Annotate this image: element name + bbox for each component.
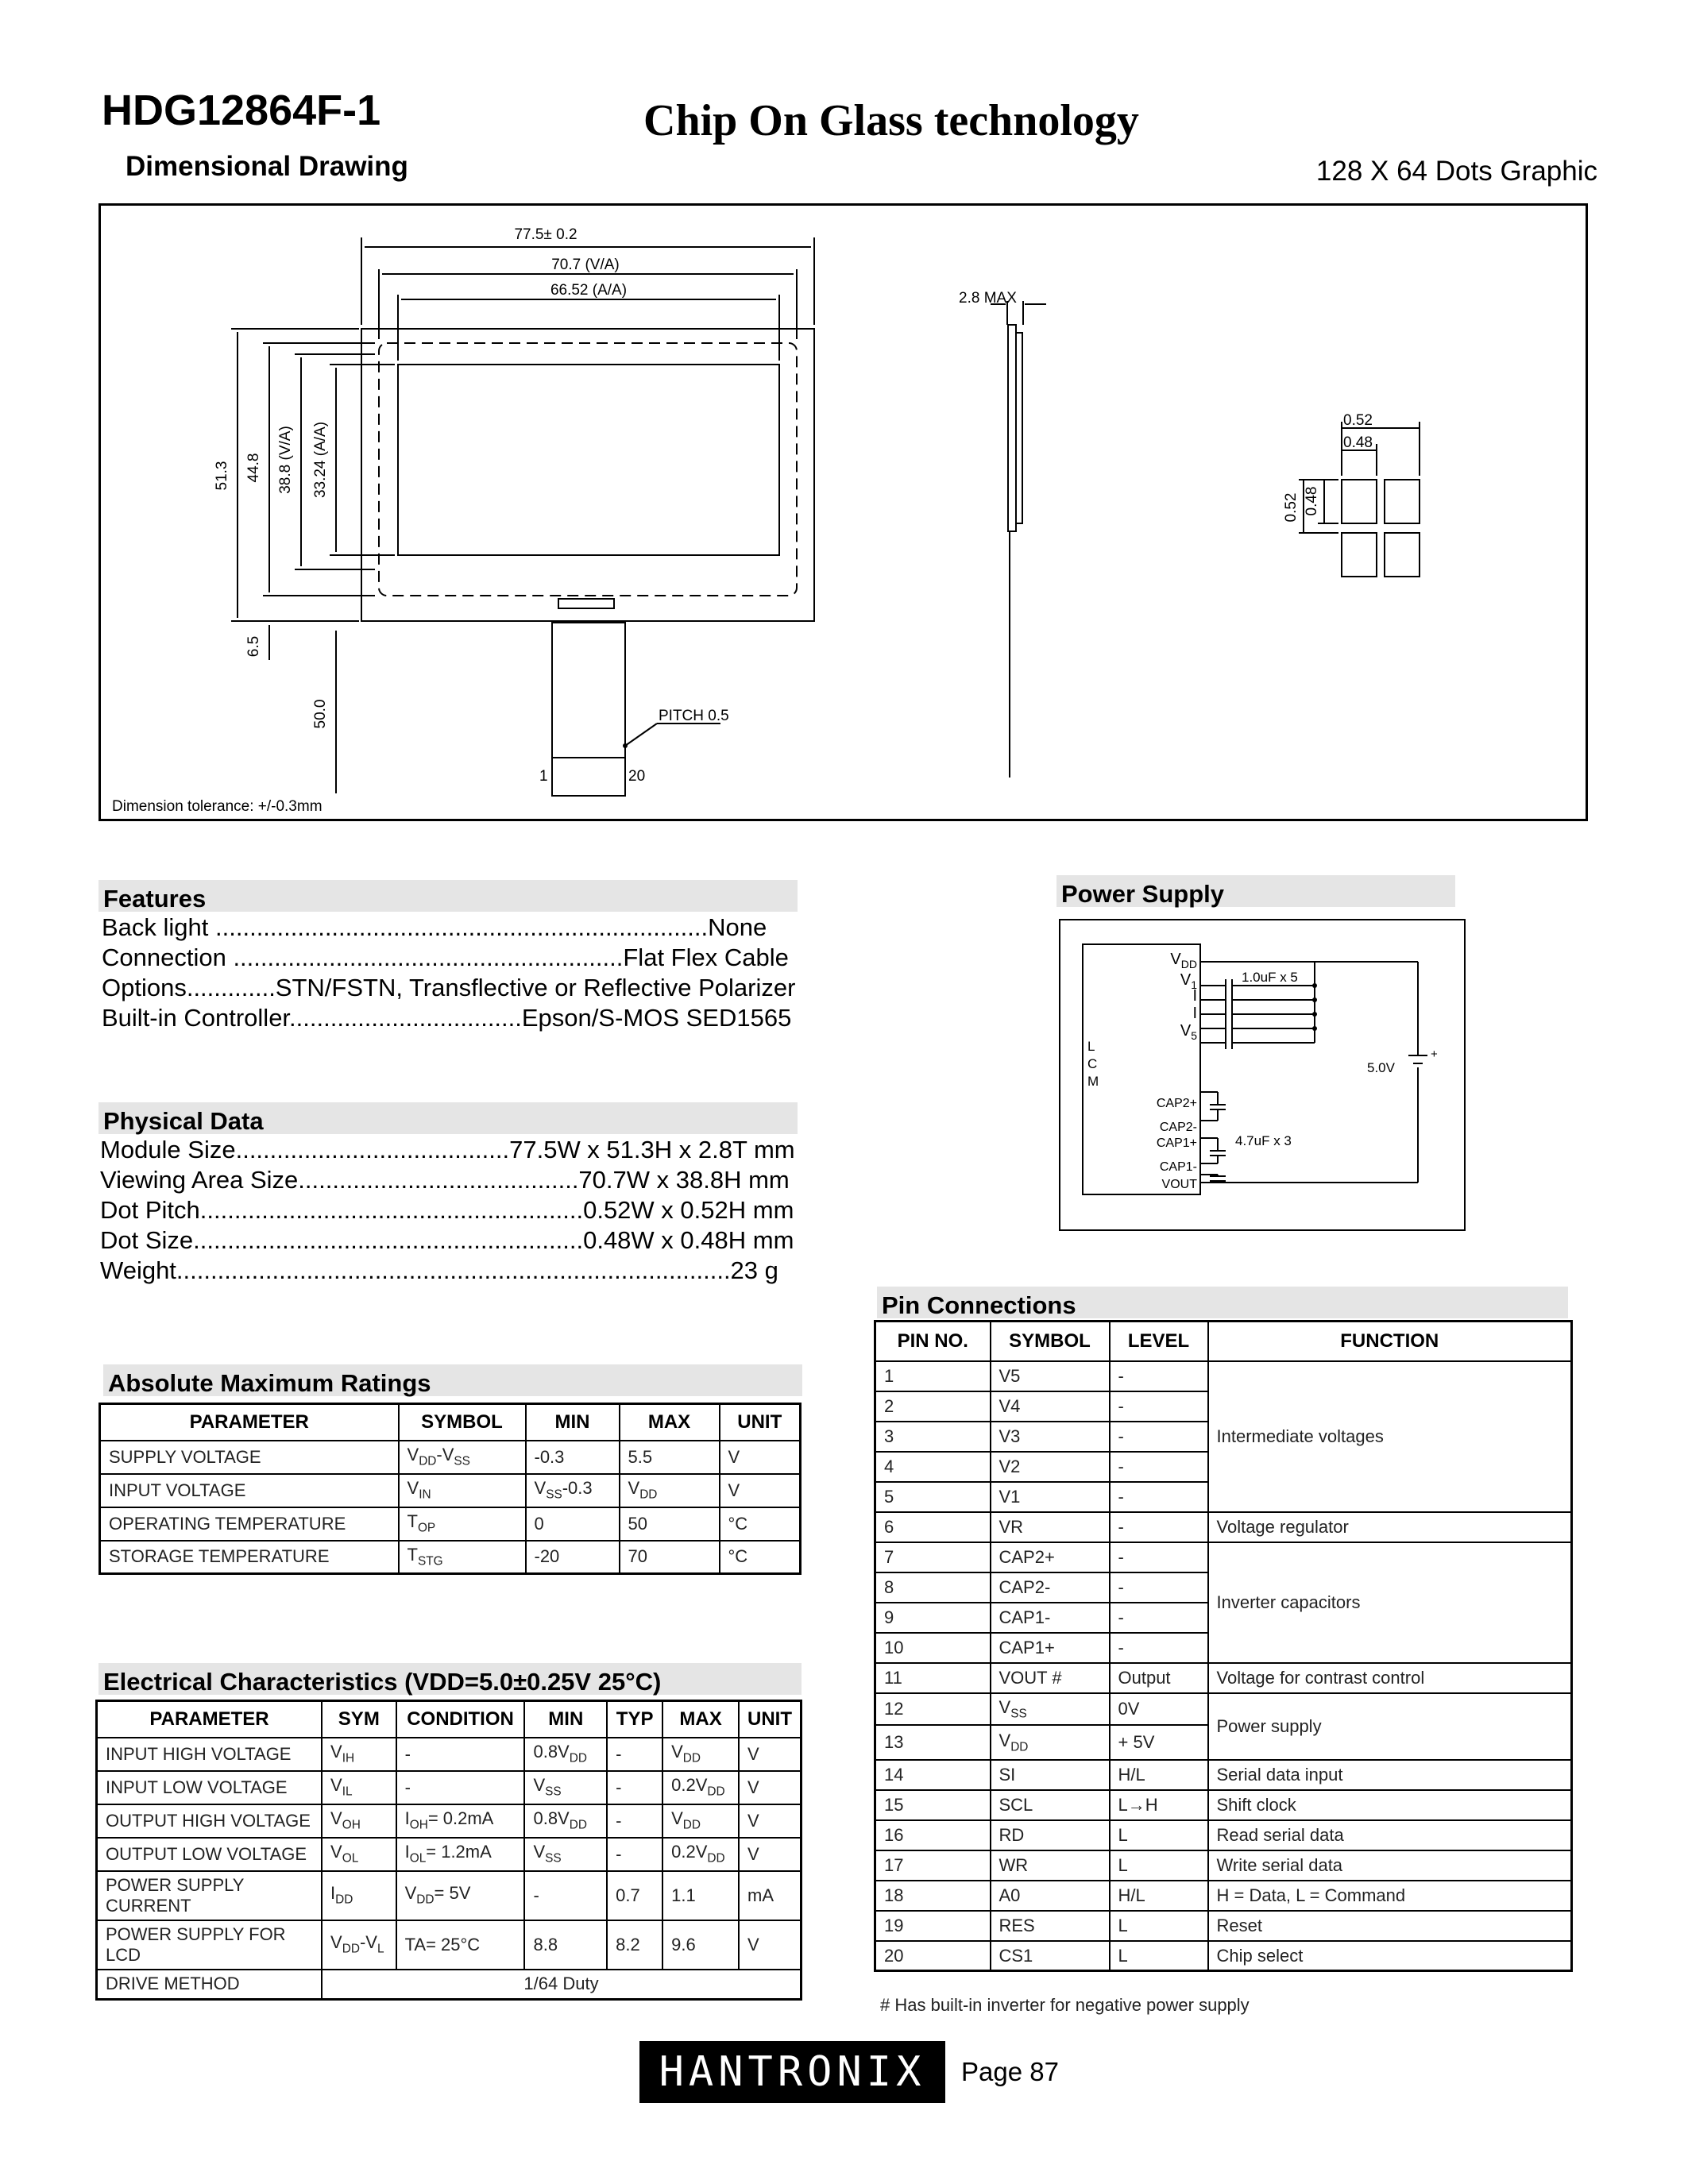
viewing-area — [379, 343, 797, 596]
unit-cell: V — [720, 1474, 801, 1507]
pin-level-cell: - — [1110, 1512, 1208, 1542]
physical-viewing-area: Viewing Area Size.........................................70.7W x 38.8H mm — [100, 1166, 790, 1194]
table-row — [97, 1771, 802, 1804]
pin-function-cell: Voltage regulator — [1208, 1512, 1572, 1542]
pin-level-cell: 0V — [1110, 1693, 1208, 1725]
max-cell: 1.1 — [662, 1871, 739, 1920]
pin-number-cell: 13 — [875, 1725, 991, 1760]
pin-function-cell: Intermediate voltages — [1208, 1361, 1572, 1512]
dim-dot-size-v: 0.48 — [1304, 486, 1320, 516]
typ-cell: 8.2 — [607, 1920, 662, 1970]
flex-cable — [552, 623, 625, 796]
col-symbol: SYMBOL — [991, 1322, 1110, 1361]
page-title: Chip On Glass technology — [643, 96, 1139, 145]
symbol-cell: $T_{STG}$ — [399, 1541, 526, 1574]
dim-tail: 6.5 — [245, 635, 262, 658]
dim-pitch: PITCH 0.5 — [659, 708, 729, 724]
table-row — [875, 1693, 1572, 1725]
sym-cell: $V_{OH}$ — [322, 1804, 396, 1838]
min-cell: $V_{SS}$ — [524, 1838, 607, 1871]
unit-cell: mA — [739, 1871, 802, 1920]
pin-level-cell: - — [1110, 1391, 1208, 1422]
features-heading: Features — [98, 880, 798, 912]
dim-width-outer: 77.5± 0.2 — [514, 226, 577, 243]
unit-cell: V — [739, 1920, 802, 1970]
pin-number-cell: 6 — [875, 1512, 991, 1542]
table-row — [875, 1512, 1572, 1542]
table-row — [97, 1970, 802, 2000]
typ-cell: - — [607, 1738, 662, 1771]
min-cell: $0.8V_{DD}$ — [524, 1804, 607, 1838]
pin-level-cell: L — [1110, 1911, 1208, 1941]
drive-method-value: 1/64 Duty — [322, 1970, 801, 2000]
dim-width-va: 70.7 (V/A) — [551, 257, 620, 273]
sym-cell: $V_{DD}-V_L$ — [322, 1920, 396, 1970]
pin-last-label: 20 — [628, 768, 646, 785]
ps-pin-label: CAP1- — [1159, 1160, 1197, 1174]
pin-symbol-cell: SI — [991, 1760, 1110, 1790]
power-supply-diagram — [1059, 919, 1466, 1231]
col-max: MAX — [620, 1404, 720, 1441]
pin-level-cell: - — [1110, 1542, 1208, 1572]
pin-level-cell: - — [1110, 1572, 1208, 1603]
typ-cell: - — [607, 1804, 662, 1838]
condition-cell: - — [396, 1738, 525, 1771]
pin-symbol-cell: CAP2- — [991, 1572, 1110, 1603]
dim-thickness: 2.8 MAX — [959, 290, 1017, 307]
pin-level-cell: L — [1110, 1850, 1208, 1881]
pin-level-cell: L — [1110, 1820, 1208, 1850]
pin-number-cell: 11 — [875, 1663, 991, 1693]
dimensional-drawing — [98, 203, 1588, 821]
condition-cell: $V_{DD}= 5V$ — [396, 1871, 525, 1920]
ps-pin-label: I — [1192, 1005, 1197, 1022]
pin-number-cell: 18 — [875, 1881, 991, 1911]
table-row — [875, 1941, 1572, 1971]
pin-level-cell: - — [1110, 1482, 1208, 1512]
pin-function-cell: Inverter capacitors — [1208, 1542, 1572, 1663]
physical-heading: Physical Data — [98, 1102, 798, 1134]
max-cell: $0.2V_{DD}$ — [662, 1838, 739, 1871]
unit-cell: °C — [720, 1541, 801, 1574]
dim-dot-pitch-v: 0.52 — [1283, 492, 1300, 523]
unit-cell: V — [720, 1441, 801, 1474]
min-cell: $0.8V_{DD}$ — [524, 1738, 607, 1771]
pin-symbol-cell: V1 — [991, 1482, 1110, 1512]
dim-dot-size-h: 0.48 — [1343, 434, 1373, 451]
col-unit: UNIT — [739, 1701, 802, 1738]
table-row — [875, 1911, 1572, 1941]
feature-options: Options.............STN/FSTN, Transflective or Reflective Polarizer — [102, 974, 796, 1001]
sym-cell: $I_{DD}$ — [322, 1871, 396, 1920]
pin-symbol-cell: WR — [991, 1850, 1110, 1881]
pin-symbol-cell: VOUT # — [991, 1663, 1110, 1693]
parameter-cell: POWER SUPPLY CURRENT — [97, 1871, 323, 1920]
pin-number-cell: 4 — [875, 1452, 991, 1482]
pin-level-cell: - — [1110, 1361, 1208, 1391]
pin-number-cell: 9 — [875, 1603, 991, 1633]
pin-first-label: 1 — [539, 768, 548, 785]
pin-level-cell: L — [1110, 1941, 1208, 1971]
pin-number-cell: 3 — [875, 1422, 991, 1452]
hantronix-logo: HANTRONIX — [639, 2041, 945, 2103]
pin-level-cell: H/L — [1110, 1760, 1208, 1790]
min-cell: 0 — [526, 1507, 620, 1541]
sym-cell: $V_{IH}$ — [322, 1738, 396, 1771]
typ-cell: - — [607, 1771, 662, 1804]
col-unit: UNIT — [720, 1404, 801, 1441]
inverter-note: # Has built-in inverter for negative power supply — [880, 1995, 1250, 2015]
pin-level-cell: - — [1110, 1422, 1208, 1452]
pin-symbol-cell: SCL — [991, 1790, 1110, 1820]
col-sym: SYM — [322, 1701, 396, 1738]
physical-weight: Weight.................................................................................23 g — [100, 1256, 778, 1284]
pin-symbol-cell: CAP1+ — [991, 1633, 1110, 1663]
electrical-table — [95, 1700, 802, 2001]
pin-function-cell: H = Data, L = Command — [1208, 1881, 1572, 1911]
col-parameter: PARAMETER — [97, 1701, 323, 1738]
min-cell: -0.3 — [526, 1441, 620, 1474]
ps-pin-label: CAP2+ — [1156, 1097, 1197, 1110]
pin-level-cell: Output — [1110, 1663, 1208, 1693]
section-subtitle: Dimensional Drawing — [126, 151, 408, 182]
max-cell: 70 — [620, 1541, 720, 1574]
min-cell: $V_{SS}-0.3$ — [526, 1474, 620, 1507]
ps-pin-label: I — [1192, 987, 1197, 1005]
dim-height-aa: 33.24 (A/A) — [312, 421, 329, 499]
table-row — [875, 1790, 1572, 1820]
page-number: Page 87 — [961, 2057, 1059, 2086]
pin-table — [874, 1320, 1573, 1972]
physical-dot-pitch: Dot Pitch........................................................0.52W x 0.52H mm — [100, 1196, 794, 1224]
pin-function-cell: Reset — [1208, 1911, 1572, 1941]
ps-pin-label: VOUT — [1161, 1178, 1197, 1191]
ps-pin-label: CAP2- — [1159, 1121, 1197, 1134]
abs-max-table — [98, 1403, 802, 1575]
table-row — [875, 1850, 1572, 1881]
pin-symbol-cell: $V_{SS}$ — [991, 1693, 1110, 1725]
max-cell: $V_{DD}$ — [662, 1804, 739, 1838]
pin-function-cell: Read serial data — [1208, 1820, 1572, 1850]
pin-symbol-cell: $V_{DD}$ — [991, 1725, 1110, 1760]
unit-cell: V — [739, 1804, 802, 1838]
pin-symbol-cell: V2 — [991, 1452, 1110, 1482]
physical-dot-size: Dot Size.........................................................0.48W x 0.48H mm — [100, 1226, 794, 1254]
col-parameter: PARAMETER — [100, 1404, 399, 1441]
pin-number-cell: 12 — [875, 1693, 991, 1725]
col-level: LEVEL — [1110, 1322, 1208, 1361]
ps-pin-label: $V_1$ — [1180, 971, 1197, 991]
condition-cell: $I_{OL}= 1.2mA$ — [396, 1838, 525, 1871]
table-row — [97, 1920, 802, 1970]
parameter-cell: DRIVE METHOD — [97, 1970, 323, 2000]
parameter-cell: OUTPUT LOW VOLTAGE — [97, 1838, 323, 1871]
pin-number-cell: 16 — [875, 1820, 991, 1850]
pin-number-cell: 15 — [875, 1790, 991, 1820]
source-plus-label: + — [1431, 1048, 1438, 1061]
col-max: MAX — [662, 1701, 739, 1738]
parameter-cell: STORAGE TEMPERATURE — [100, 1541, 399, 1574]
max-cell: 9.6 — [662, 1920, 739, 1970]
dim-height-448: 44.8 — [245, 453, 262, 483]
col-condition: CONDITION — [396, 1701, 525, 1738]
dim-height-outer: 51.3 — [214, 461, 230, 491]
pin-symbol-cell: CS1 — [991, 1941, 1110, 1971]
col-typ: TYP — [607, 1701, 662, 1738]
ps-pin-label: $V_5$ — [1180, 1022, 1197, 1042]
ps-pin-label: $V_{DD}$ — [1170, 951, 1197, 970]
max-cell: $0.2V_{DD}$ — [662, 1771, 739, 1804]
cap-47uf-label: 4.7uF x 3 — [1235, 1133, 1292, 1148]
pin-number-cell: 14 — [875, 1760, 991, 1790]
lcm-label: L C M — [1087, 1039, 1099, 1089]
pin-level-cell: + 5V — [1110, 1725, 1208, 1760]
pin-level-cell: - — [1110, 1452, 1208, 1482]
parameter-cell: INPUT LOW VOLTAGE — [97, 1771, 323, 1804]
feature-controller: Built-in Controller..................................Epson/S-MOS SED1565 — [102, 1004, 792, 1032]
parameter-cell: INPUT VOLTAGE — [100, 1474, 399, 1507]
table-row — [100, 1507, 801, 1541]
pin-function-cell: Serial data input — [1208, 1760, 1572, 1790]
abs-max-heading: Absolute Maximum Ratings — [103, 1364, 802, 1396]
parameter-cell: POWER SUPPLY FOR LCD — [97, 1920, 323, 1970]
pin-function-cell: Shift clock — [1208, 1790, 1572, 1820]
pin-symbol-cell: CAP2+ — [991, 1542, 1110, 1572]
table-row — [875, 1361, 1572, 1391]
table-row — [100, 1541, 801, 1574]
pin-function-cell: Power supply — [1208, 1693, 1572, 1760]
cap-1uf-label: 1.0uF x 5 — [1242, 970, 1298, 985]
feature-connection: Connection .........................................................Flat Flex Cable — [102, 943, 789, 971]
table-row — [97, 1804, 802, 1838]
condition-cell: TA= 25°C — [396, 1920, 525, 1970]
col-pin-no: PIN NO. — [875, 1322, 991, 1361]
power-supply-heading: Power Supply — [1056, 875, 1455, 907]
table-row — [100, 1441, 801, 1474]
active-area — [398, 365, 779, 555]
pin-number-cell: 7 — [875, 1542, 991, 1572]
table-row — [875, 1881, 1572, 1911]
max-cell: $V_{DD}$ — [662, 1738, 739, 1771]
table-row — [875, 1542, 1572, 1572]
pin-number-cell: 20 — [875, 1941, 991, 1971]
pin-symbol-cell: RD — [991, 1820, 1110, 1850]
typ-cell: - — [607, 1838, 662, 1871]
condition-cell: $I_{OH}= 0.2mA$ — [396, 1804, 525, 1838]
table-row — [97, 1871, 802, 1920]
col-function: FUNCTION — [1208, 1322, 1572, 1361]
min-cell: $V_{SS}$ — [524, 1771, 607, 1804]
pin-symbol-cell: V4 — [991, 1391, 1110, 1422]
max-cell: 5.5 — [620, 1441, 720, 1474]
pin-number-cell: 2 — [875, 1391, 991, 1422]
col-min: MIN — [524, 1701, 607, 1738]
feature-backlight: Back light ........................................................................None — [102, 913, 767, 941]
unit-cell: V — [739, 1838, 802, 1871]
min-cell: 8.8 — [524, 1920, 607, 1970]
pin-symbol-cell: VR — [991, 1512, 1110, 1542]
pin-number-cell: 1 — [875, 1361, 991, 1391]
pin-symbol-cell: RES — [991, 1911, 1110, 1941]
min-cell: - — [524, 1871, 607, 1920]
table-row — [100, 1474, 801, 1507]
parameter-cell: OUTPUT HIGH VOLTAGE — [97, 1804, 323, 1838]
max-cell: $V_{DD}$ — [620, 1474, 720, 1507]
pin-symbol-cell: A0 — [991, 1881, 1110, 1911]
source-voltage-label: 5.0V — [1367, 1060, 1395, 1075]
pin-number-cell: 17 — [875, 1850, 991, 1881]
sym-cell: $V_{OL}$ — [322, 1838, 396, 1871]
pin-number-cell: 8 — [875, 1572, 991, 1603]
min-cell: -20 — [526, 1541, 620, 1574]
sym-cell: $V_{IL}$ — [322, 1771, 396, 1804]
col-min: MIN — [526, 1404, 620, 1441]
dim-dot-pitch-h: 0.52 — [1343, 412, 1373, 429]
table-row — [875, 1820, 1572, 1850]
pin-symbol-cell: V3 — [991, 1422, 1110, 1452]
pin-number-cell: 10 — [875, 1633, 991, 1663]
pin-connections-heading: Pin Connections — [877, 1287, 1568, 1318]
unit-cell: V — [739, 1771, 802, 1804]
unit-cell: V — [739, 1738, 802, 1771]
dim-width-aa: 66.52 (A/A) — [550, 282, 628, 299]
col-symbol: SYMBOL — [399, 1404, 526, 1441]
power-supply-svg — [1060, 920, 1464, 1229]
parameter-cell: OPERATING TEMPERATURE — [100, 1507, 399, 1541]
tolerance-note: Dimension tolerance: +/-0.3mm — [112, 798, 323, 815]
dim-height-va: 38.8 (V/A) — [277, 426, 294, 494]
electrical-heading: Electrical Characteristics (VDD=5.0±0.25V 25°C) — [98, 1663, 802, 1695]
module-outline — [361, 329, 814, 621]
model-number: HDG12864F-1 — [102, 87, 381, 134]
physical-module-size: Module Size........................................77.5W x 51.3H x 2.8T mm — [100, 1136, 795, 1163]
typ-cell: 0.7 — [607, 1871, 662, 1920]
symbol-cell: $V_{DD}-V_{SS}$ — [399, 1441, 526, 1474]
ps-pin-label: CAP1+ — [1156, 1136, 1197, 1150]
table-row — [97, 1838, 802, 1871]
symbol-cell: $V_{IN}$ — [399, 1474, 526, 1507]
pin-level-cell: L→H — [1110, 1790, 1208, 1820]
dim-cable-length: 50.0 — [312, 699, 329, 729]
table-row — [875, 1760, 1572, 1790]
pin-function-cell: Chip select — [1208, 1941, 1572, 1971]
pin-number-cell: 19 — [875, 1911, 991, 1941]
drawing-svg — [101, 206, 1586, 819]
pin-symbol-cell: CAP1- — [991, 1603, 1110, 1633]
parameter-cell: SUPPLY VOLTAGE — [100, 1441, 399, 1474]
display-format: 128 X 64 Dots Graphic — [1315, 156, 1597, 187]
condition-cell: - — [396, 1771, 525, 1804]
table-row — [875, 1663, 1572, 1693]
pin-function-cell: Voltage for contrast control — [1208, 1663, 1572, 1693]
table-row — [97, 1738, 802, 1771]
symbol-cell: $T_{OP}$ — [399, 1507, 526, 1541]
max-cell: 50 — [620, 1507, 720, 1541]
pin-level-cell: H/L — [1110, 1881, 1208, 1911]
pin-function-cell: Write serial data — [1208, 1850, 1572, 1881]
unit-cell: °C — [720, 1507, 801, 1541]
pin-level-cell: - — [1110, 1603, 1208, 1633]
parameter-cell: INPUT HIGH VOLTAGE — [97, 1738, 323, 1771]
pin-level-cell: - — [1110, 1633, 1208, 1663]
pin-number-cell: 5 — [875, 1482, 991, 1512]
pin-symbol-cell: V5 — [991, 1361, 1110, 1391]
